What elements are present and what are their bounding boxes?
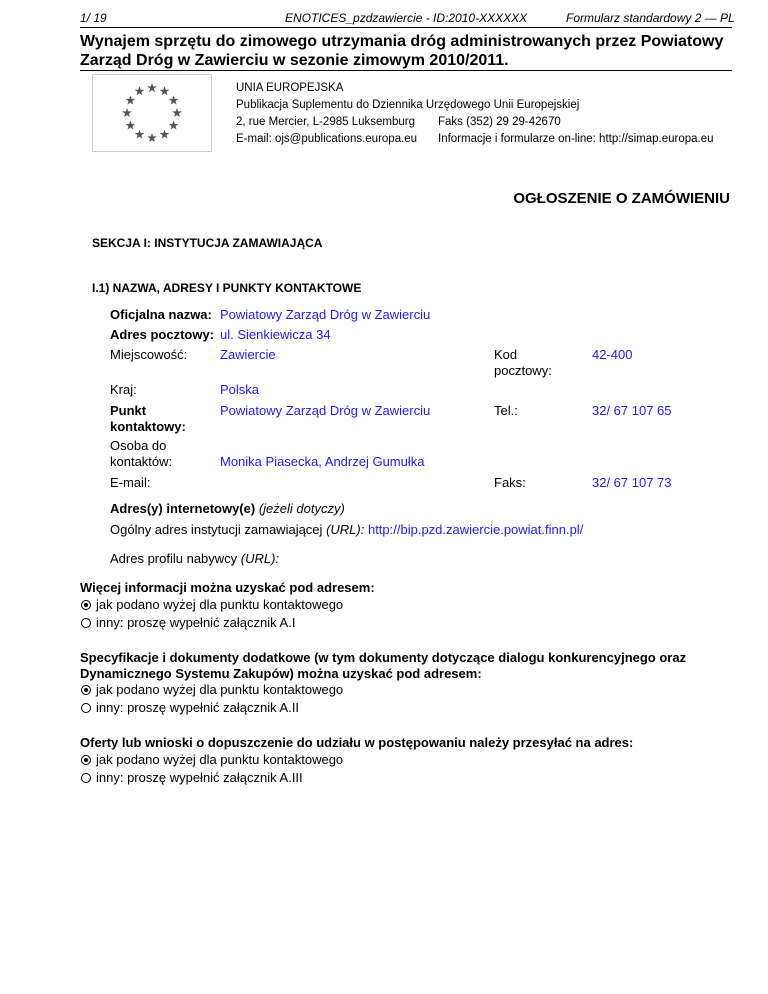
offers-radio-same[interactable]	[81, 755, 91, 765]
publisher-name: UNIA EUROPEJSKA	[236, 82, 344, 94]
fax-label: Faks:	[494, 475, 526, 490]
general-address-url-note: (URL):	[326, 522, 365, 537]
city-value: Zawiercie	[220, 347, 276, 362]
more-info-radio-other[interactable]	[81, 618, 91, 628]
contact-point-label	[110, 403, 186, 435]
country-value: Polska	[220, 382, 260, 397]
city-label: Miejscowość:	[110, 347, 188, 362]
form-name: Formularz standardowy 2 — PL	[566, 11, 735, 25]
page-number: 1/ 19	[80, 11, 107, 25]
tel-label: Tel.:	[494, 403, 518, 418]
address-value: ul. Sienkiewicza 34	[220, 327, 331, 342]
official-name-value: Powiatowy Zarząd Dróg w Zawierciu	[220, 307, 431, 322]
eu-stars-icon	[93, 75, 211, 151]
section-title: SEKCJA I: INSTYTUCJA ZAMAWIAJĄCA	[92, 236, 323, 250]
general-address-label: Ogólny adres instytucji zamawiającej	[110, 522, 323, 537]
more-info-radio-same[interactable]	[81, 600, 91, 610]
internet-heading	[110, 501, 345, 516]
more-info-option-same: jak podano wyżej dla punktu kontaktowego	[96, 597, 344, 612]
eu-emblem	[92, 74, 212, 152]
document-id: ENOTICES_pzdzawiercie - ID:2010-XXXXXX	[285, 11, 528, 25]
document-title: Wynajem sprzętu do zimowego utrzymania dróg administrowanych przez Powiatowy Zarząd Dróg w Zawierciu w sezonie zimowym 2010/2011.	[80, 33, 724, 69]
fax-value: 32/ 67 107 73	[592, 475, 672, 490]
postal-label	[494, 347, 552, 379]
general-address-url[interactable]: http://bip.pzd.zawiercie.powiat.finn.pl/	[367, 522, 584, 537]
address-label: Adres pocztowy:	[110, 327, 215, 342]
buyer-profile-row	[110, 551, 279, 566]
subsection-title: I.1) NAZWA, ADRESY I PUNKTY KONTAKTOWE	[92, 281, 362, 295]
publisher-address: 2, rue Mercier, L-2985 Luksemburg	[236, 116, 415, 128]
publisher-line: Publikacja Suplementu do Dziennika Urzędowego Unii Europejskiej	[236, 99, 580, 111]
more-info-heading: Więcej informacji można uzyskać pod adresem:	[80, 580, 375, 595]
internet-heading-text: Adres(y) internetowy(e)	[110, 501, 256, 516]
specs-radio-same[interactable]	[81, 685, 91, 695]
buyer-profile-url-note: (URL):	[240, 551, 280, 566]
contact-point-value: Powiatowy Zarząd Dróg w Zawierciu	[220, 403, 431, 418]
offers-option-same: jak podano wyżej dla punktu kontaktowego	[96, 752, 344, 767]
contact-person-value: Monika Piasecka, Andrzej Gumułka	[220, 454, 425, 469]
general-address-row	[110, 522, 583, 537]
specs-option-same: jak podano wyżej dla punktu kontaktowego	[96, 682, 344, 697]
title-rule	[80, 70, 732, 71]
postal-label-line2: pocztowy:	[494, 363, 552, 378]
contact-person-label-line2: kontaktów:	[110, 454, 173, 469]
publisher-info: Informacje i formularze on-line: http://simap.europa.eu	[438, 133, 714, 145]
more-info-option-other: inny: proszę wypełnić załącznik A.I	[96, 615, 296, 630]
notice-title: OGŁOSZENIE O ZAMÓWIENIU	[513, 190, 730, 207]
specs-heading: Specyfikacje i dokumenty dodatkowe (w tym dokumenty dotyczące dialogu konkurencyjnego oraz Dynamicznego Systemu Zakupów) można uzyskać pod adresem:	[80, 650, 687, 681]
offers-radio-other[interactable]	[81, 773, 91, 783]
country-label: Kraj:	[110, 382, 137, 397]
contact-person-label-line1: Osoba do	[110, 438, 167, 453]
tel-value: 32/ 67 107 65	[592, 403, 672, 418]
contact-person-label	[110, 438, 172, 470]
offers-heading: Oferty lub wnioski o dopuszczenie do udziału w postępowaniu należy przesyłać na adres:	[80, 735, 634, 750]
postal-value: 42-400	[592, 347, 633, 362]
contact-point-label-line2: kontaktowy:	[110, 419, 186, 434]
publisher-fax: Faks (352) 29 29-42670	[438, 116, 561, 128]
offers-option-other: inny: proszę wypełnić załącznik A.III	[96, 770, 303, 785]
postal-label-line1: Kod	[494, 347, 518, 362]
specs-radio-other[interactable]	[81, 703, 91, 713]
publisher-email: E-mail: ojs@publications.europa.eu	[236, 133, 418, 145]
official-name-label: Oficjalna nazwa:	[110, 307, 212, 322]
specs-option-other: inny: proszę wypełnić załącznik A.II	[96, 700, 300, 715]
buyer-profile-label: Adres profilu nabywcy	[110, 551, 238, 566]
contact-point-label-line1: Punkt	[110, 403, 147, 418]
email-label: E-mail:	[110, 475, 151, 490]
header-rule	[80, 27, 732, 28]
internet-heading-note: (jeżeli dotyczy)	[258, 501, 345, 516]
